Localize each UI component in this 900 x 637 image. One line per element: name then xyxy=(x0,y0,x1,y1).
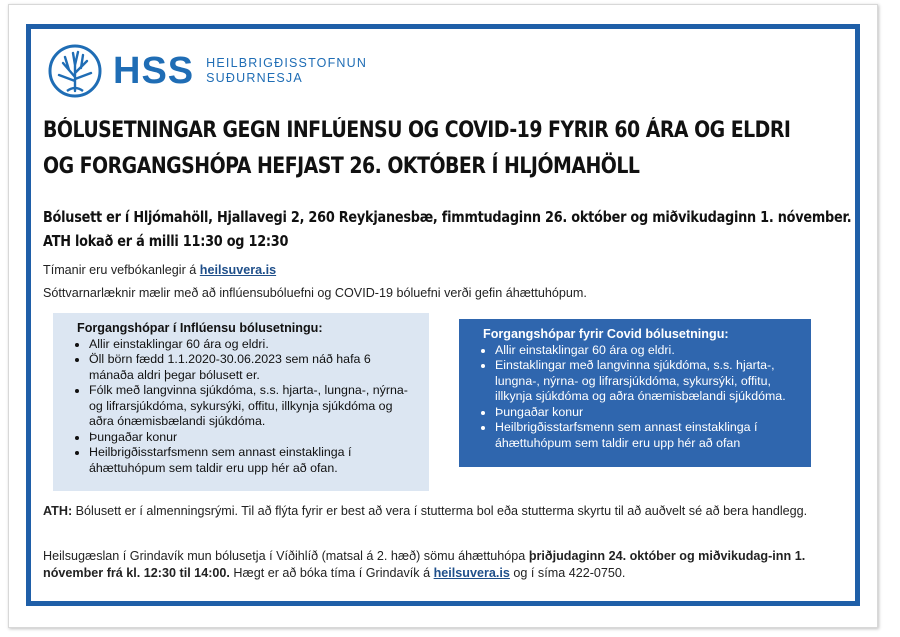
subheadline-line-2: ATH lokað er á milli 11:30 og 12:30 xyxy=(43,232,289,250)
flu-box-title: Forgangshópar í Inflúensu bólusetningu: xyxy=(77,321,323,335)
logo-abbreviation: HSS xyxy=(113,49,195,92)
grindavik-dates: þriðjudaginn 24. október og miðvikudag-inn 1. nóvember frá kl. 12:30 til 14:00. xyxy=(43,549,806,580)
list-item: • Heilbrigðisstarfsmenn sem annast einstaklinga í áhættuhópum sem taldir eru upp hér að ofan. xyxy=(89,445,417,476)
list-item: • Öll börn fædd 1.1.2020-30.06.2023 sem náð hafa 6 mánaða aldri þegar bólusett er. xyxy=(89,352,417,383)
tree-logo-icon xyxy=(47,43,103,99)
flu-priority-box xyxy=(53,313,429,491)
headline xyxy=(43,113,856,185)
grindavik-text-1: Heilsugæslan í Grindavík mun bólusetja í Víðihlíð (matsal á 2. hæð) sömu áhættuhópa xyxy=(43,549,529,563)
list-item: • Fólk með langvinna sjúkdóma, s.s. hjarta-, lungna-, nýrna- og lifrarsjúkdóma, sykursýki, offitu, illkynja sjúkdóma og aðra ónæmisbælandi sjúkdóma. xyxy=(89,383,417,430)
flu-priority-list xyxy=(75,337,417,477)
heilsuvera-link-grindavik[interactable]: heilsuvera.is xyxy=(433,566,510,580)
logo-line-2: SUÐURNESJA xyxy=(206,71,303,85)
list-item: • Einstaklingar með langvinna sjúkdóma, s.s. hjarta-, lungna-, nýrna- og lifrarsjúkdóma, sykursýki, offitu, illkynja sjúkdóma og aðra ónæmisbælandi sjúkdóma. xyxy=(495,358,799,405)
ath-text: Bólusett er í almenningsrými. Til að flýta fyrir er best að vera í stutterma bol eða stutterma skyrtu til að auðvelt sé að bera handlegg. xyxy=(72,504,808,518)
subheadline-line-1: Bólusett er í Hljómahöll, Hjallavegi 2, 260 Reykjanesbæ, fimmtudaginn 26. október og miðvikudaginn 1. nóvember. xyxy=(43,208,852,226)
heilsuvera-link[interactable]: heilsuvera.is xyxy=(199,263,277,277)
grindavik-text-2: Hægt er að bóka tíma í Grindavík á xyxy=(229,566,434,580)
grindavik-notice xyxy=(43,548,843,582)
subheadline xyxy=(43,205,865,253)
headline-line-2: OG FORGANGSHÓPA HEFJAST 26. OKTÓBER Í HLJÓMAHÖLL xyxy=(43,154,640,179)
logo-line-1: HEILBRIGÐISSTOFNUN xyxy=(206,56,368,70)
booking-info xyxy=(43,262,276,279)
logo-full-name xyxy=(206,56,367,86)
covid-box-title: Forgangshópar fyrir Covid bólusetningu: xyxy=(483,327,729,341)
list-item: • Allir einstaklingar 60 ára og eldri. xyxy=(89,337,417,353)
list-item: • Allir einstaklingar 60 ára og eldri. xyxy=(495,343,799,359)
list-item: • Heilbrigðisstarfsmenn sem annast einstaklinga í áhættuhópum sem taldir eru upp hér að ofan xyxy=(495,420,799,451)
ath-notice xyxy=(43,503,843,520)
poster xyxy=(26,24,860,606)
grindavik-text-3: og í síma 422-0750. xyxy=(509,566,626,580)
ath-label: ATH: xyxy=(43,504,73,518)
headline-line-1: BÓLUSETNINGAR GEGN INFLÚENSU OG COVID-19 FYRIR 60 ÁRA OG ELDRI xyxy=(43,118,791,143)
hss-logo xyxy=(47,43,367,99)
list-item: • Þungaðar konur xyxy=(495,405,799,421)
recommendation-text: Sóttvarnarlæknir mælir með að inflúensubóluefni og COVID-19 bóluefni verði gefin áhættuhópum. xyxy=(43,286,587,300)
covid-priority-box xyxy=(459,319,811,467)
list-item: • Þungaðar konur xyxy=(89,430,417,446)
covid-priority-list xyxy=(481,343,799,452)
booking-text: Tímanir eru vefbókanlegir á xyxy=(43,263,200,277)
